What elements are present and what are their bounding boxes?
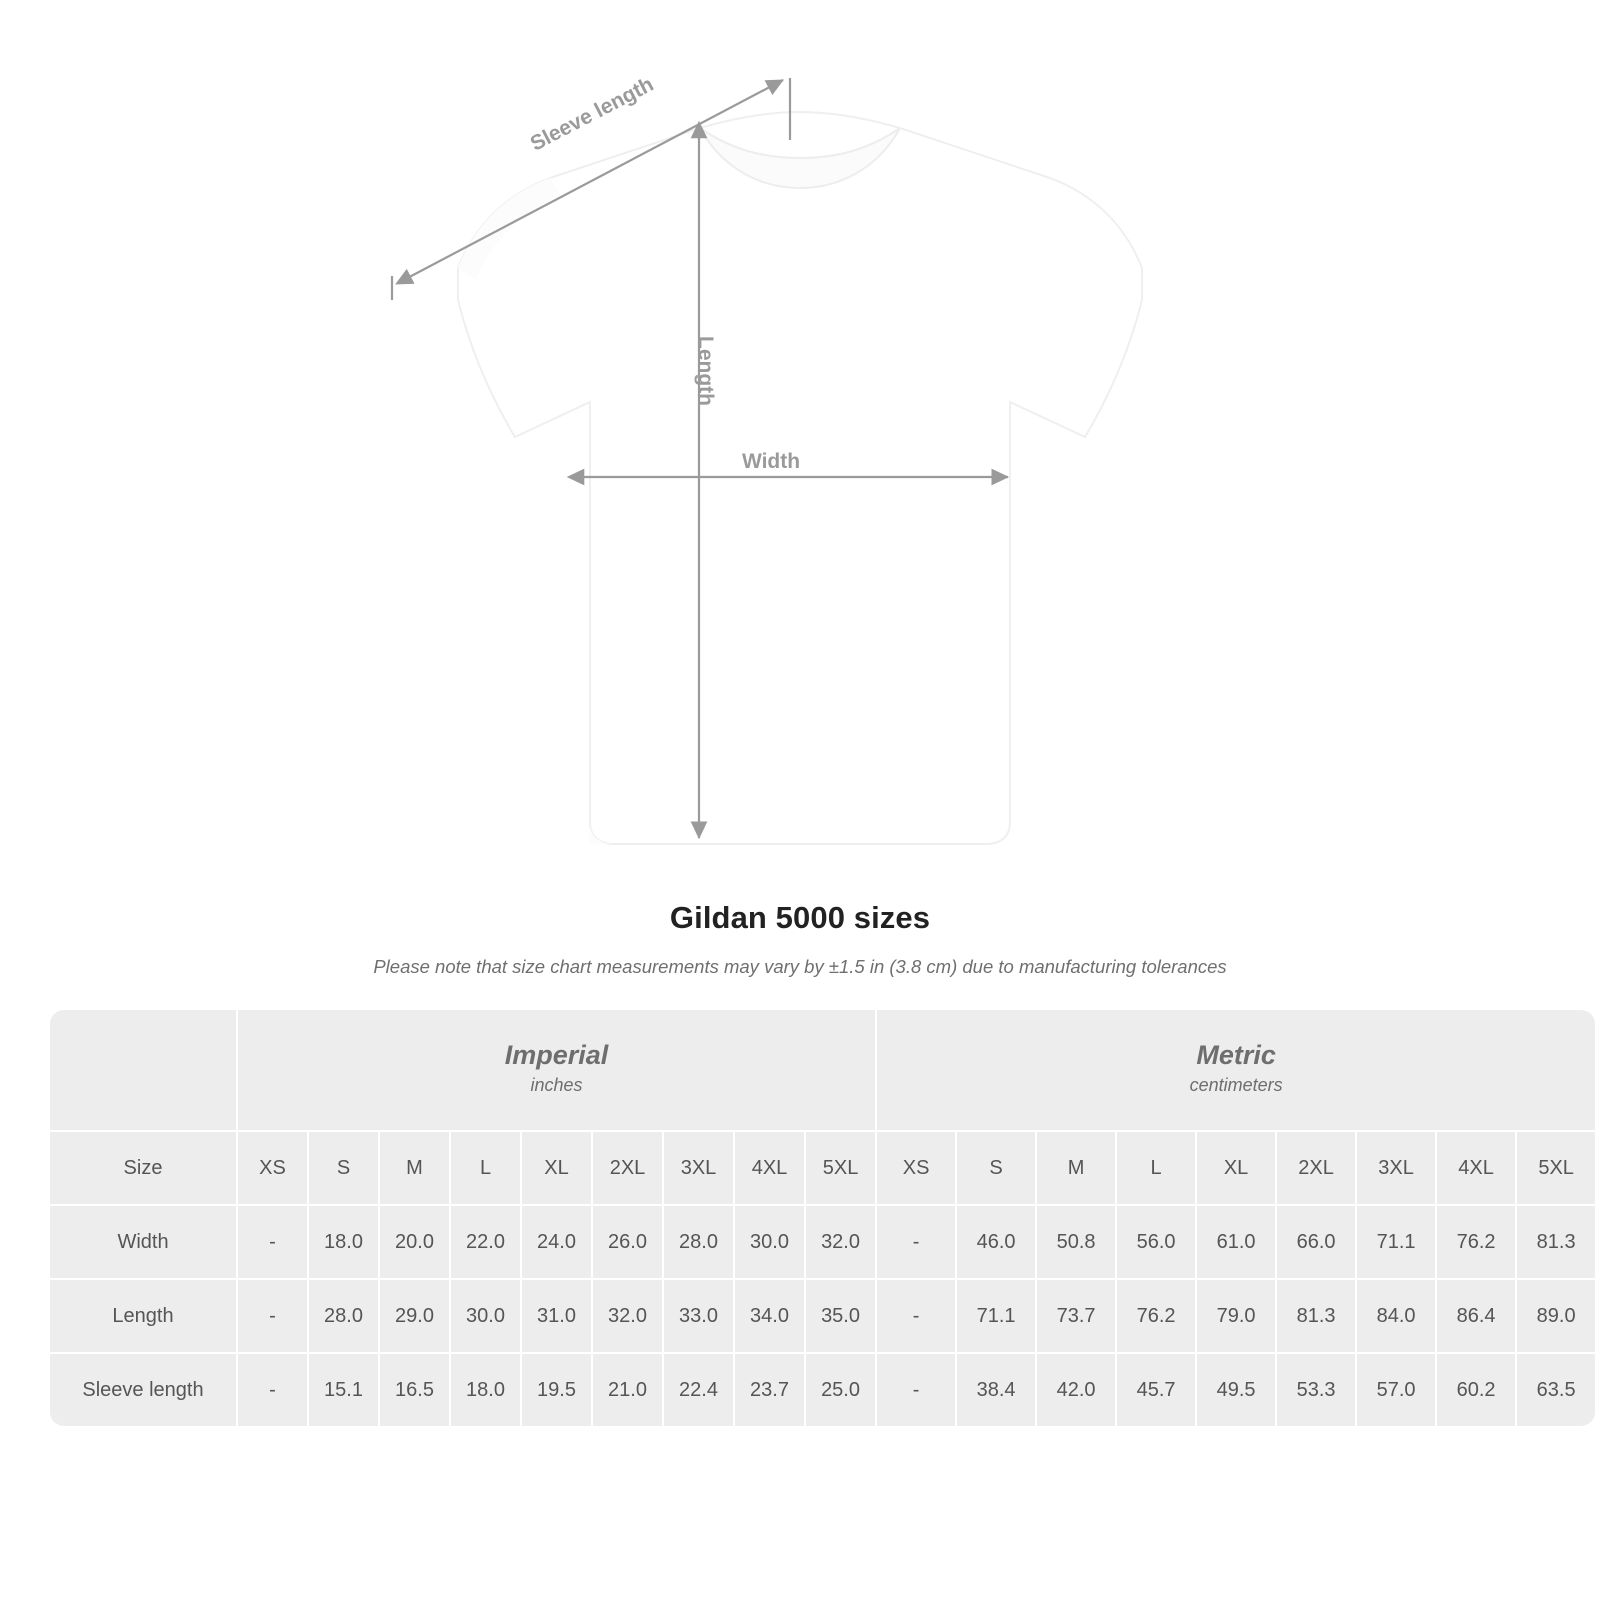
measurement-cell: 24.0 [522,1206,591,1278]
measurement-cell: 19.5 [522,1354,591,1426]
measurement-cell: - [238,1354,307,1426]
measurement-cell: 30.0 [451,1280,520,1352]
measurement-cell: 57.0 [1357,1354,1435,1426]
measurement-cell: 50.8 [1037,1206,1115,1278]
measurement-cell: 22.0 [451,1206,520,1278]
measurement-cell: 28.0 [664,1206,733,1278]
measurement-label: Length [50,1280,236,1352]
measurement-cell: 18.0 [451,1354,520,1426]
measurement-cell: 73.7 [1037,1280,1115,1352]
measurement-cell: 28.0 [309,1280,378,1352]
size-column-header: 3XL [664,1132,733,1204]
table-row [50,1280,1595,1352]
measurement-cell: 79.0 [1197,1280,1275,1352]
measurement-cell: 45.7 [1117,1354,1195,1426]
measurement-cell: 84.0 [1357,1280,1435,1352]
measurement-cell: - [877,1354,955,1426]
measurement-cell: 81.3 [1517,1206,1595,1278]
system-name: Imperial [504,1040,609,1071]
table-row-systems [50,1010,1595,1130]
width-label: Width [741,450,801,473]
size-column-header: XS [238,1132,307,1204]
size-column-header: L [1117,1132,1195,1204]
measurement-cell: 18.0 [309,1206,378,1278]
measurement-cell: - [238,1206,307,1278]
measurement-cell: - [877,1280,955,1352]
measurement-cell: 15.1 [309,1354,378,1426]
measurement-cell: 63.5 [1517,1354,1595,1426]
table-row-sizes [50,1132,1595,1204]
measurement-cell: 34.0 [735,1280,804,1352]
measurement-cell: 71.1 [1357,1206,1435,1278]
size-column-header: 5XL [1517,1132,1595,1204]
size-column-header: S [957,1132,1035,1204]
measurement-cell: 33.0 [664,1280,733,1352]
measurement-cell: 66.0 [1277,1206,1355,1278]
measurement-cell: 30.0 [735,1206,804,1278]
size-column-header: M [380,1132,449,1204]
size-column-header: XL [522,1132,591,1204]
measurement-cell: 22.4 [664,1354,733,1426]
size-column-header: M [1037,1132,1115,1204]
table-row [50,1354,1595,1426]
measurement-label: Width [50,1206,236,1278]
measurement-cell: - [877,1206,955,1278]
measurement-cell: 16.5 [380,1354,449,1426]
measurement-cell: 86.4 [1437,1280,1515,1352]
measurement-cell: 81.3 [1277,1280,1355,1352]
measurement-cell: 71.1 [957,1280,1035,1352]
measurement-cell: 42.0 [1037,1354,1115,1426]
measurement-cell: 53.3 [1277,1354,1355,1426]
measurement-cell: 25.0 [806,1354,875,1426]
system-name: Metric [1196,1040,1276,1071]
measurement-cell: 23.7 [735,1354,804,1426]
measurement-cell: 61.0 [1197,1206,1275,1278]
size-column-header: 2XL [593,1132,662,1204]
measurement-cell: 32.0 [806,1206,875,1278]
size-column-header: 3XL [1357,1132,1435,1204]
measurement-cell: - [238,1280,307,1352]
measurement-cell: 46.0 [957,1206,1035,1278]
size-column-header: 5XL [806,1132,875,1204]
measurement-label: Sleeve length [50,1354,236,1426]
size-table [48,1008,1597,1428]
measurement-cell: 38.4 [957,1354,1035,1426]
system-unit: inches [530,1075,583,1096]
size-column-header: S [309,1132,378,1204]
size-column-header: 4XL [735,1132,804,1204]
measurement-cell: 56.0 [1117,1206,1195,1278]
measurement-cell: 35.0 [806,1280,875,1352]
measurement-cell: 26.0 [593,1206,662,1278]
size-column-header: 4XL [1437,1132,1515,1204]
system-header-metric [877,1010,1595,1130]
size-column-header: L [451,1132,520,1204]
measurement-cell: 32.0 [593,1280,662,1352]
size-table-wrapper [48,1008,1576,1428]
sleeve-length-label: Sleeve length [526,72,658,156]
size-column-header: XL [1197,1132,1275,1204]
length-label: Length [694,336,717,406]
measurement-cell: 21.0 [593,1354,662,1426]
table-row [50,1206,1595,1278]
measurement-cell: 76.2 [1437,1206,1515,1278]
measurement-cell: 20.0 [380,1206,449,1278]
size-column-header: 2XL [1277,1132,1355,1204]
measurement-cell: 29.0 [380,1280,449,1352]
measurement-cell: 89.0 [1517,1280,1595,1352]
size-column-header: XS [877,1132,955,1204]
measurement-cell: 76.2 [1117,1280,1195,1352]
system-unit: centimeters [1189,1075,1283,1096]
measurement-cell: 31.0 [522,1280,591,1352]
tolerance-note: Please note that size chart measurements may vary by ±1.5 in (3.8 cm) due to manufacturing tolerances [373,956,1227,977]
measurement-cell: 60.2 [1437,1354,1515,1426]
page-title: Gildan 5000 sizes [669,900,931,935]
measurement-cell: 49.5 [1197,1354,1275,1426]
system-header-imperial [238,1010,875,1130]
size-header-cell: Size [50,1132,236,1204]
table-corner-blank [50,1010,236,1130]
